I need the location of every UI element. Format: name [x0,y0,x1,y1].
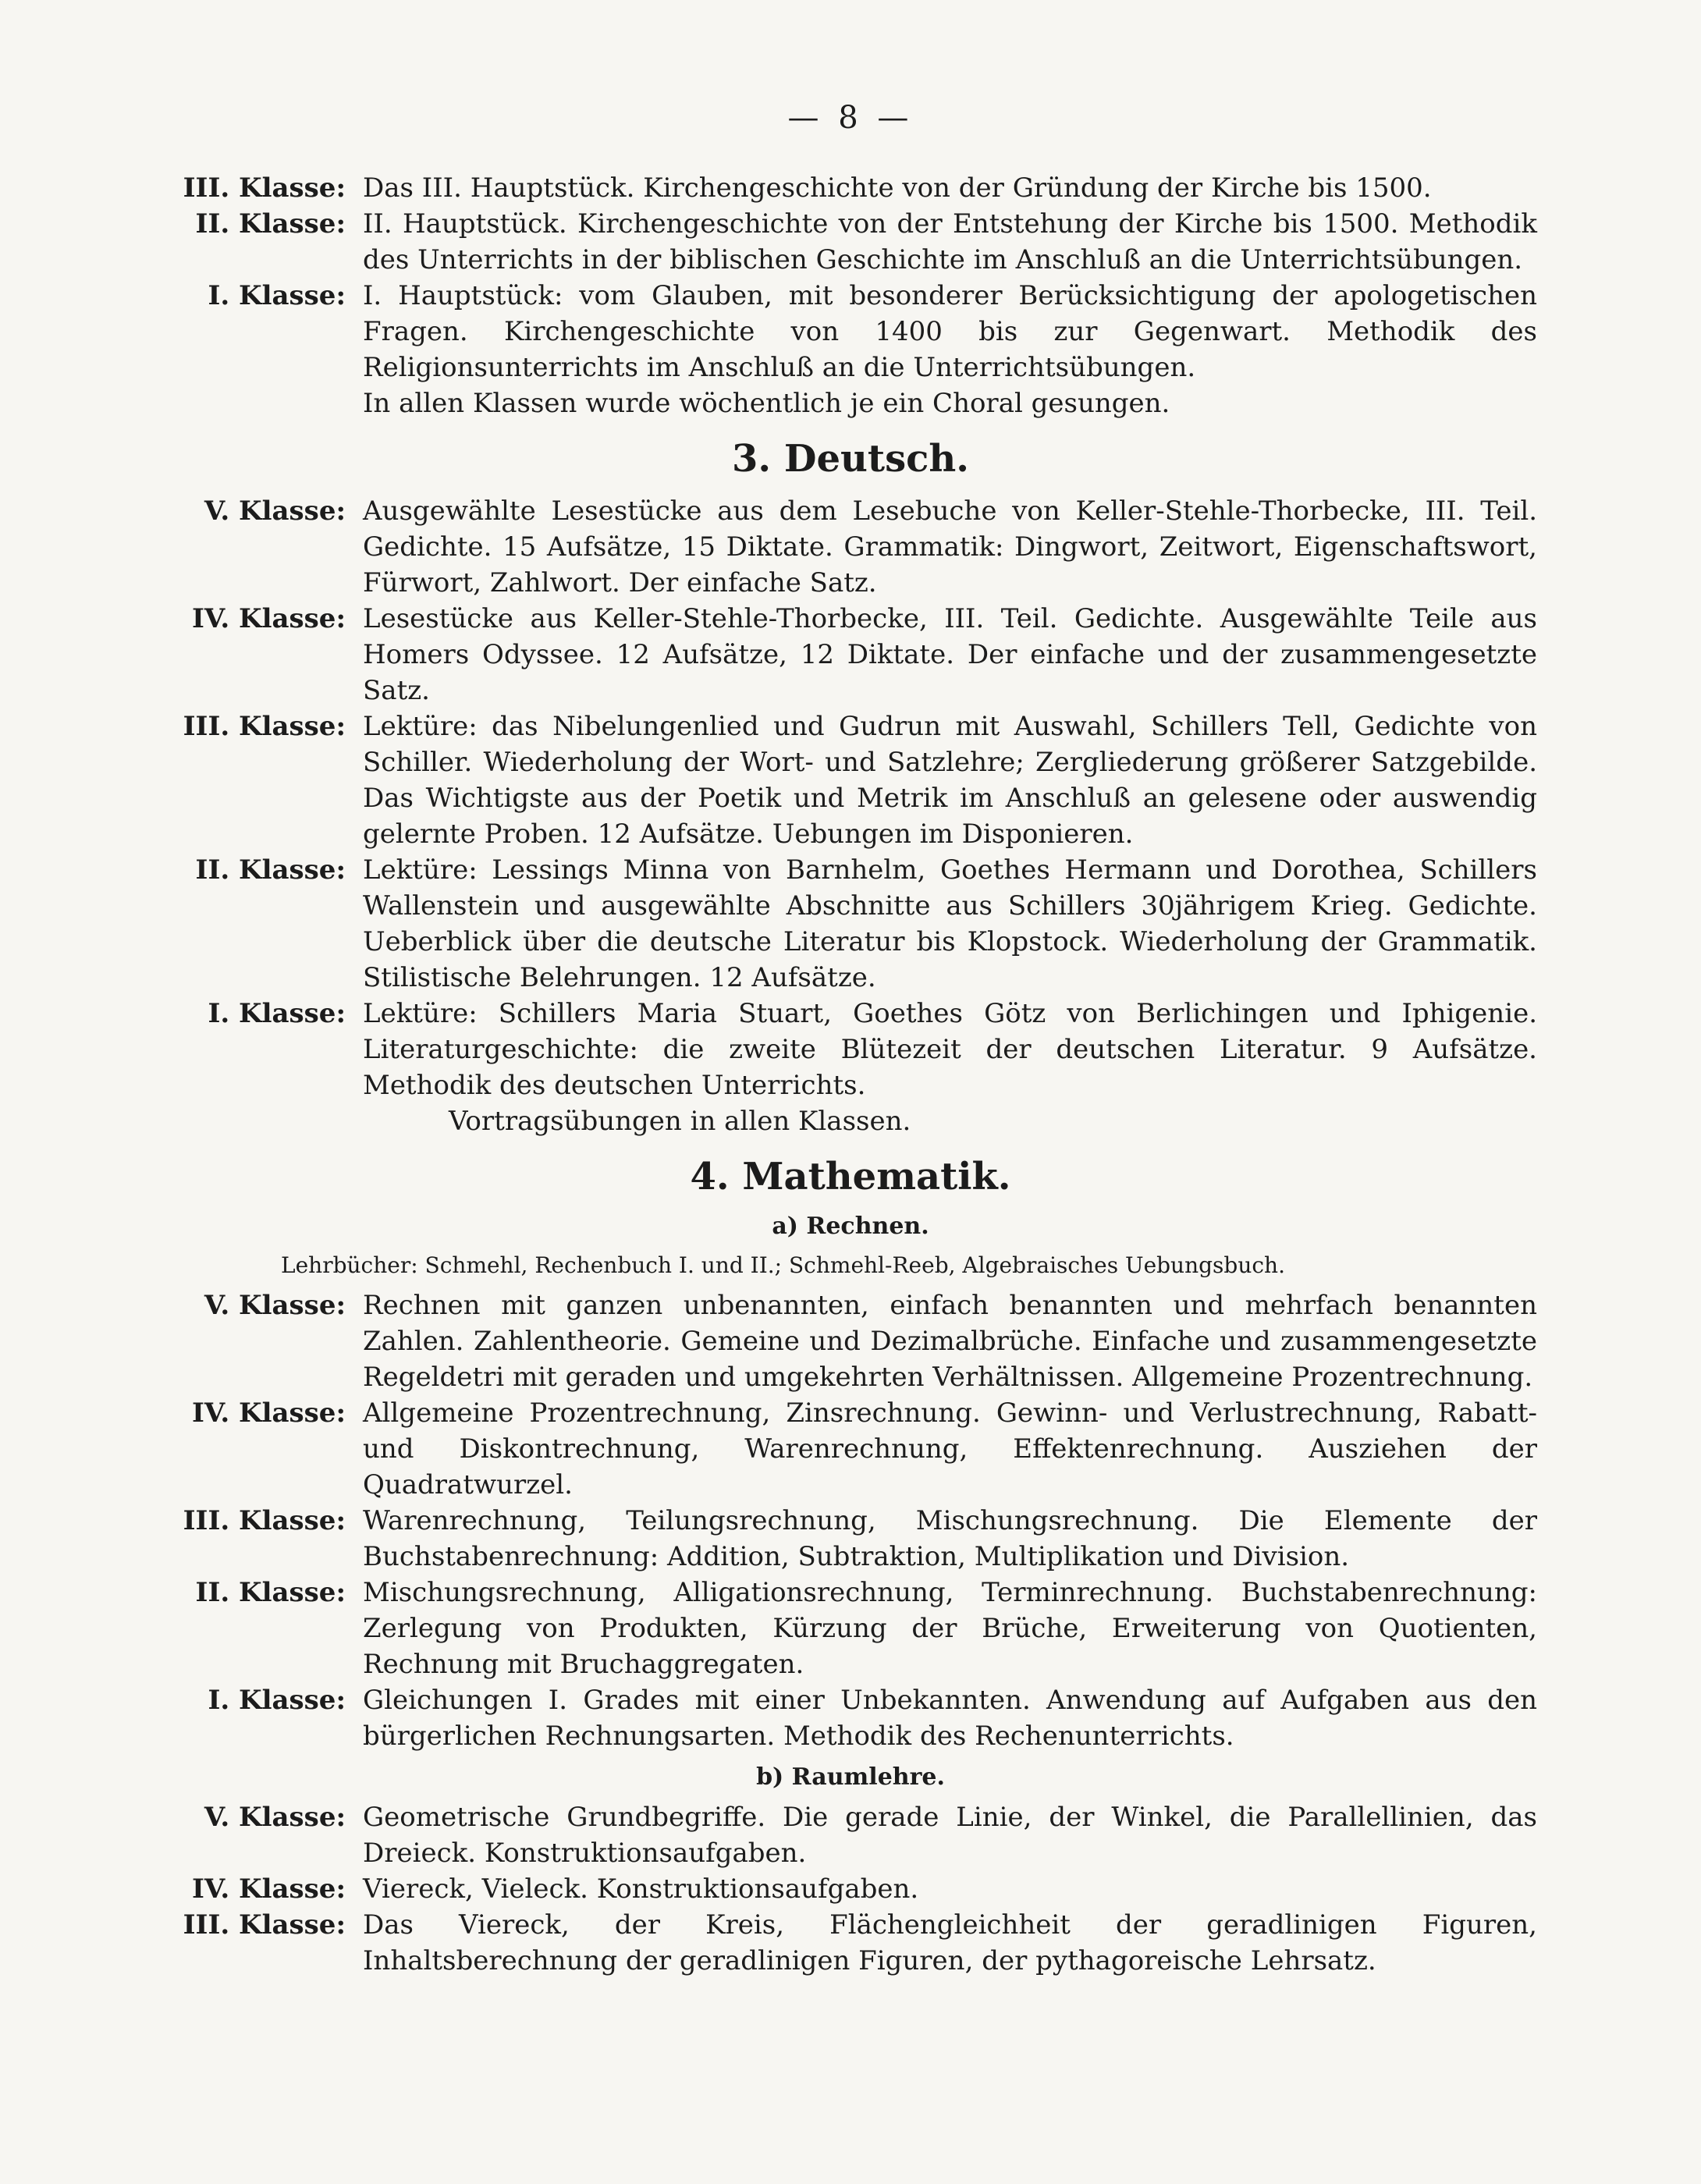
deutsch-entry [164,601,1537,708]
section-heading-mathematik: 4. Mathematik. [690,1155,1011,1199]
class-text: II. Hauptstück. Kirchengeschichte von der Entstehung der Kirche bis 1500. Methodik des Unterrichts in der biblischen Geschichte im Anschluß an die Unterrichtsübungen. [363,208,1537,275]
class-label: V. Klasse: [204,1802,346,1833]
religion-entry [164,170,1537,206]
page-number: — 8 — [787,100,914,136]
class-label: III. Klasse: [183,172,346,204]
religion-entry [164,278,1537,385]
class-label: III. Klasse: [183,711,346,742]
page-content [164,170,1537,1979]
raumlehre-entry [164,1907,1537,1979]
rechnen-entry [164,1395,1537,1503]
class-label: II. Klasse: [195,854,346,886]
class-label: IV. Klasse: [192,1397,346,1429]
deutsch-note: Vortragsübungen in allen Klassen. [449,1106,911,1137]
section-heading-deutsch: 3. Deutsch. [732,437,969,481]
raumlehre-entry [164,1871,1537,1907]
class-text: Gleichungen I. Grades mit einer Unbekannten. Anwendung auf Aufgaben aus den bürgerlichen Rechnungsarten. Methodik des Rechenunterrichts. [363,1685,1537,1752]
class-label: V. Klasse: [204,495,346,527]
class-text: Mischungsrechnung, Alligationsrechnung, Terminrechnung. Buchstabenrechnung: Zerlegung von Produkten, Kürzung der Brüche, Erweiterung von Quotienten, Rechnung mit Bruchaggregaten. [363,1577,1537,1680]
rechnen-entry [164,1287,1537,1395]
class-text: Lektüre: Lessings Minna von Barnhelm, Goethes Hermann und Dorothea, Schillers Wallenstein und ausgewählte Abschnitte aus Schillers 30jährigem Krieg. Gedichte. Ueberblick über die deutsche Literatur bis Klopstock. Wiederholung der Grammatik. Stilistische Belehrungen. 12 Aufsätze. [363,854,1537,993]
subsection-heading-raumlehre: b) Raumlehre. [756,1763,945,1791]
class-label: II. Klasse: [195,1577,346,1608]
class-label: V. Klasse: [204,1290,346,1321]
deutsch-entry [164,996,1537,1103]
class-label: IV. Klasse: [192,1873,346,1905]
class-text: Lesestücke aus Keller-Stehle-Thorbecke, III. Teil. Gedichte. Ausgewählte Teile aus Homers Odyssee. 12 Aufsätze, 12 Diktate. Der einfache und der zusammengesetzte Satz. [363,603,1537,706]
rechnen-entry [164,1682,1537,1754]
raumlehre-entry [164,1799,1537,1871]
deutsch-entry [164,493,1537,601]
religion-entry [164,206,1537,278]
class-text: Lektüre: Schillers Maria Stuart, Goethes Götz von Berlichingen und Iphigenie. Literaturgeschichte: die zweite Blütezeit der deutschen Literatur. 9 Aufsätze. Methodik des deutschen Unterrichts. [363,998,1537,1101]
class-text: Lektüre: das Nibelungenlied und Gudrun mit Auswahl, Schillers Tell, Gedichte von Schiller. Wiederholung der Wort- und Satzlehre; Zergliederung größerer Satzgebilde. Das Wichtigste aus der Poetik und Metrik im Anschluß an gelesene oder auswendig gelernte Proben. 12 Aufsätze. Uebungen im Disponieren. [363,711,1537,850]
rechnen-entry [164,1503,1537,1575]
class-label: I. Klasse: [208,998,346,1029]
class-text: Ausgewählte Lesestücke aus dem Lesebuche von Keller-Stehle-Thorbecke, III. Teil. Gedichte. 15 Aufsätze, 15 Diktate. Grammatik: Dingwort, Zeitwort, Eigenschaftswort, Fürwort, Zahlwort. Der einfache Satz. [363,495,1537,598]
class-text: Viereck, Vieleck. Konstruktionsaufgaben. [363,1873,919,1905]
deutsch-entry [164,852,1537,996]
subsection-heading-rechnen: a) Rechnen. [772,1213,929,1240]
class-label: III. Klasse: [183,1909,346,1941]
class-text: Das Viereck, der Kreis, Flächengleichheit der geradlinigen Figuren, Inhaltsberechnung der geradlinigen Figuren, der pythagoreische Lehrsatz. [363,1909,1537,1976]
class-text: I. Hauptstück: vom Glauben, mit besonderer Berücksichtigung der apologetischen Fragen. Kirchengeschichte von 1400 bis zur Gegenwart. Methodik des Religionsunterrichts im Anschluß an die Unterrichtsübungen. [363,280,1537,383]
class-text: Warenrechnung, Teilungsrechnung, Mischungsrechnung. Die Elemente der Buchstabenrechnung: Addition, Subtraktion, Multiplikation und Division. [363,1505,1537,1572]
class-label: IV. Klasse: [192,603,346,634]
class-label: II. Klasse: [195,208,346,240]
class-text: Rechnen mit ganzen unbenannten, einfach benannten und mehrfach benannten Zahlen. Zahlentheorie. Gemeine und Dezimalbrüche. Einfache und zusammengesetzte Regeldetri mit geraden und umgekehrten Verhältnissen. Allgemeine Prozentrechnung. [363,1290,1537,1393]
class-label: I. Klasse: [208,1685,346,1716]
textbook-list: Lehrbücher: Schmehl, Rechenbuch I. und II.; Schmehl-Reeb, Algebraisches Uebungsbuch. [281,1252,1285,1278]
class-label: I. Klasse: [208,280,346,311]
religion-note: In allen Klassen wurde wöchentlich je ein Choral gesungen. [363,388,1170,419]
class-label: III. Klasse: [183,1505,346,1536]
class-text: Geometrische Grundbegriffe. Die gerade Linie, der Winkel, die Parallellinien, das Dreieck. Konstruktionsaufgaben. [363,1802,1537,1869]
class-text: Das III. Hauptstück. Kirchengeschichte von der Gründung der Kirche bis 1500. [363,172,1432,204]
rechnen-entry [164,1575,1537,1682]
class-text: Allgemeine Prozentrechnung, Zinsrechnung. Gewinn- und Verlustrechnung, Rabatt- und Diskontrechnung, Warenrechnung, Effektenrechnung. Ausziehen der Quadratwurzel. [363,1397,1537,1500]
deutsch-entry [164,708,1537,852]
